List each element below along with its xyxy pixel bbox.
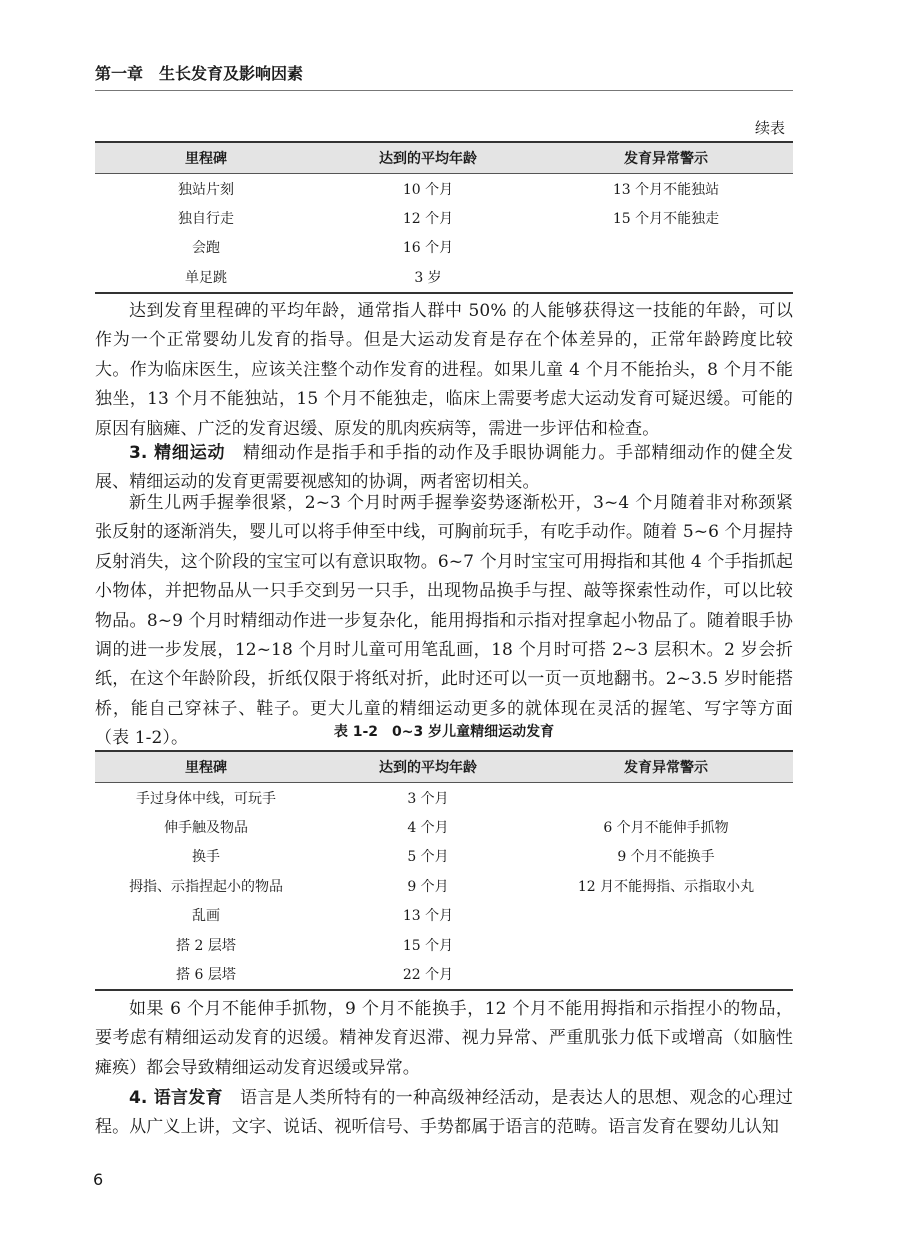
column-header: 达到的平均年龄 [317,751,539,783]
table-cell: 16 个月 [402,240,454,257]
column-header: 里程碑 [95,751,317,783]
table-cell: 伸手触及物品 [164,820,248,837]
table-caption: 表 1-2 0~3 岁儿童精细运动发育 [333,724,555,740]
table-row [95,783,793,813]
table-row [95,262,793,292]
table-cell [539,783,793,813]
table-cell: 10 个月 [402,181,454,198]
table-cell: 5 个月 [407,849,449,866]
table-cell: 15 个月不能独走 [612,211,720,228]
table-row [95,174,793,204]
table-cell [539,901,793,930]
table-cell: 9 个月 [407,878,449,895]
table-cell: 手过身体中线，可玩手 [136,790,276,807]
paragraph-fine-motor-delay: 如果 6 个月不能伸手抓物，9 个月不能换手，12 个月不能用拇指和示指捏小的物品，要考虑有精细运动发育的迟缓。精神发育迟滞、视力异常、严重肌张力低下或增高（如脑性瘫痪）都会导致精细运动发育迟缓或异常。 [95,999,793,1078]
table-cell [539,262,793,292]
table-cell: 单足跳 [95,262,317,292]
section-text: 精细动作是指手和手指的动作及手眼协调能力。手部精细动作的健全发展、精细运动的发育更需要视感知的协调，两者密切相关。 [95,443,793,493]
table-cell: 12 个月 [402,211,454,228]
table-cell [539,233,793,262]
table-cell: 乱画 [192,908,220,925]
column-header: 达到的平均年龄 [317,142,539,174]
section-heading-language: 4. 语言发育 [129,1088,223,1108]
table-row [95,842,793,871]
table-cell: 22 个月 [317,959,539,989]
table-cell [539,930,793,959]
table-cell [539,959,793,989]
column-header: 发育异常警示 [539,142,793,174]
table-cell: 15 个月 [402,937,454,954]
paragraph-fine-motor-development: 新生儿两手握拳很紧，2~3 个月时两手握拳姿势逐渐松开，3~4 个月随着非对称颈紧张反射的逐渐消失，婴儿可以将手伸至中线，可胸前玩手，有吃手动作。随着 5~6 个月握持反射消失，这个阶段的宝宝可以有意识取物。6~7 个月时宝宝可用拇指和其他 4 个手指抓起小物体，并把物品从一只手交到另一只手，出现物品换手与捏、敲等探索性动作，可以比较物品。8~9 个月时精细动作进一步复杂化，能用拇指和示指对捏拿起小物品了。随着眼手协调的进一步发展，12~18 个月时儿童可用笔乱画，18 个月时可搭 2~3 层积木。2 岁会折纸，在这个年龄阶段，折纸仅限于将纸对折，此时还可以一页一页地翻书。2~3.5 岁时能搭桥，能自己穿袜子、鞋子。更大儿童的精细运动更多的就体现在灵活的握笔、写字等方面（表 1-2）。 [95,493,793,749]
column-header: 里程碑 [95,142,317,174]
fine-motor-table [95,750,793,991]
running-head: 第一章 生长发育及影响因素 [95,64,304,83]
table-cell: 独站片刻 [178,181,234,198]
table-cell: 6 个月不能伸手抓物 [603,820,729,837]
table-cell: 9 个月不能换手 [617,849,715,866]
table-cell: 13 个月不能独站 [612,181,720,198]
table-row [95,233,793,262]
paragraph-language-intro [95,1084,793,1143]
table-header-row [95,142,793,174]
table-cell: 搭 2 层塔 [176,937,236,954]
table-cell: 4 个月 [407,820,449,837]
table-header-row [95,751,793,783]
table-cell: 13 个月 [402,908,454,925]
section-heading-fine-motor: 3. 精细运动 [129,443,226,463]
section-text: 语言是人类所特有的一种高级神经活动，是表达人的思想、观念的心理过程。从广义上讲，文字、说话、视听信号、手势都属于语言的范畴。语言发育在婴幼儿认知 [95,1088,794,1138]
table-row [95,812,793,841]
table-cell: 换手 [192,849,220,866]
table-row [95,930,793,959]
table-cell: 12 月不能拇指、示指取小丸 [577,878,755,895]
table-cell: 3 岁 [317,262,539,292]
header-divider [95,90,793,91]
table-cell: 会跑 [192,240,220,257]
table-row [95,901,793,930]
page-number: 6 [93,1170,104,1189]
table-continuation-label: 续表 [754,119,785,137]
table-cell: 独自行走 [178,211,234,228]
gross-motor-table-continued [95,141,793,294]
table-row [95,959,793,989]
column-header: 发育异常警示 [539,751,793,783]
table-cell: 3 个月 [407,790,449,807]
table-row [95,203,793,232]
table-row [95,871,793,900]
paragraph-milestone-age: 达到发育里程碑的平均年龄，通常指人群中 50% 的人能够获得这一技能的年龄，可以作为一个正常婴幼儿发育的指导。但是大运动发育是存在个体差异的，正常年龄跨度比较大。作为临床医生，应该关注整个动作发育的进程。如果儿童 4 个月不能抬头，8 个月不能独坐，13 个月不能独站，15 个月不能独走，临床上需要考虑大运动发育可疑迟缓。可能的原因有脑瘫、广泛的发育迟缓、原发的肌肉疾病等，需进一步评估和检查。 [95,301,793,439]
table-cell: 拇指、示指捏起小的物品 [129,878,283,895]
table-cell: 搭 6 层塔 [95,959,317,989]
